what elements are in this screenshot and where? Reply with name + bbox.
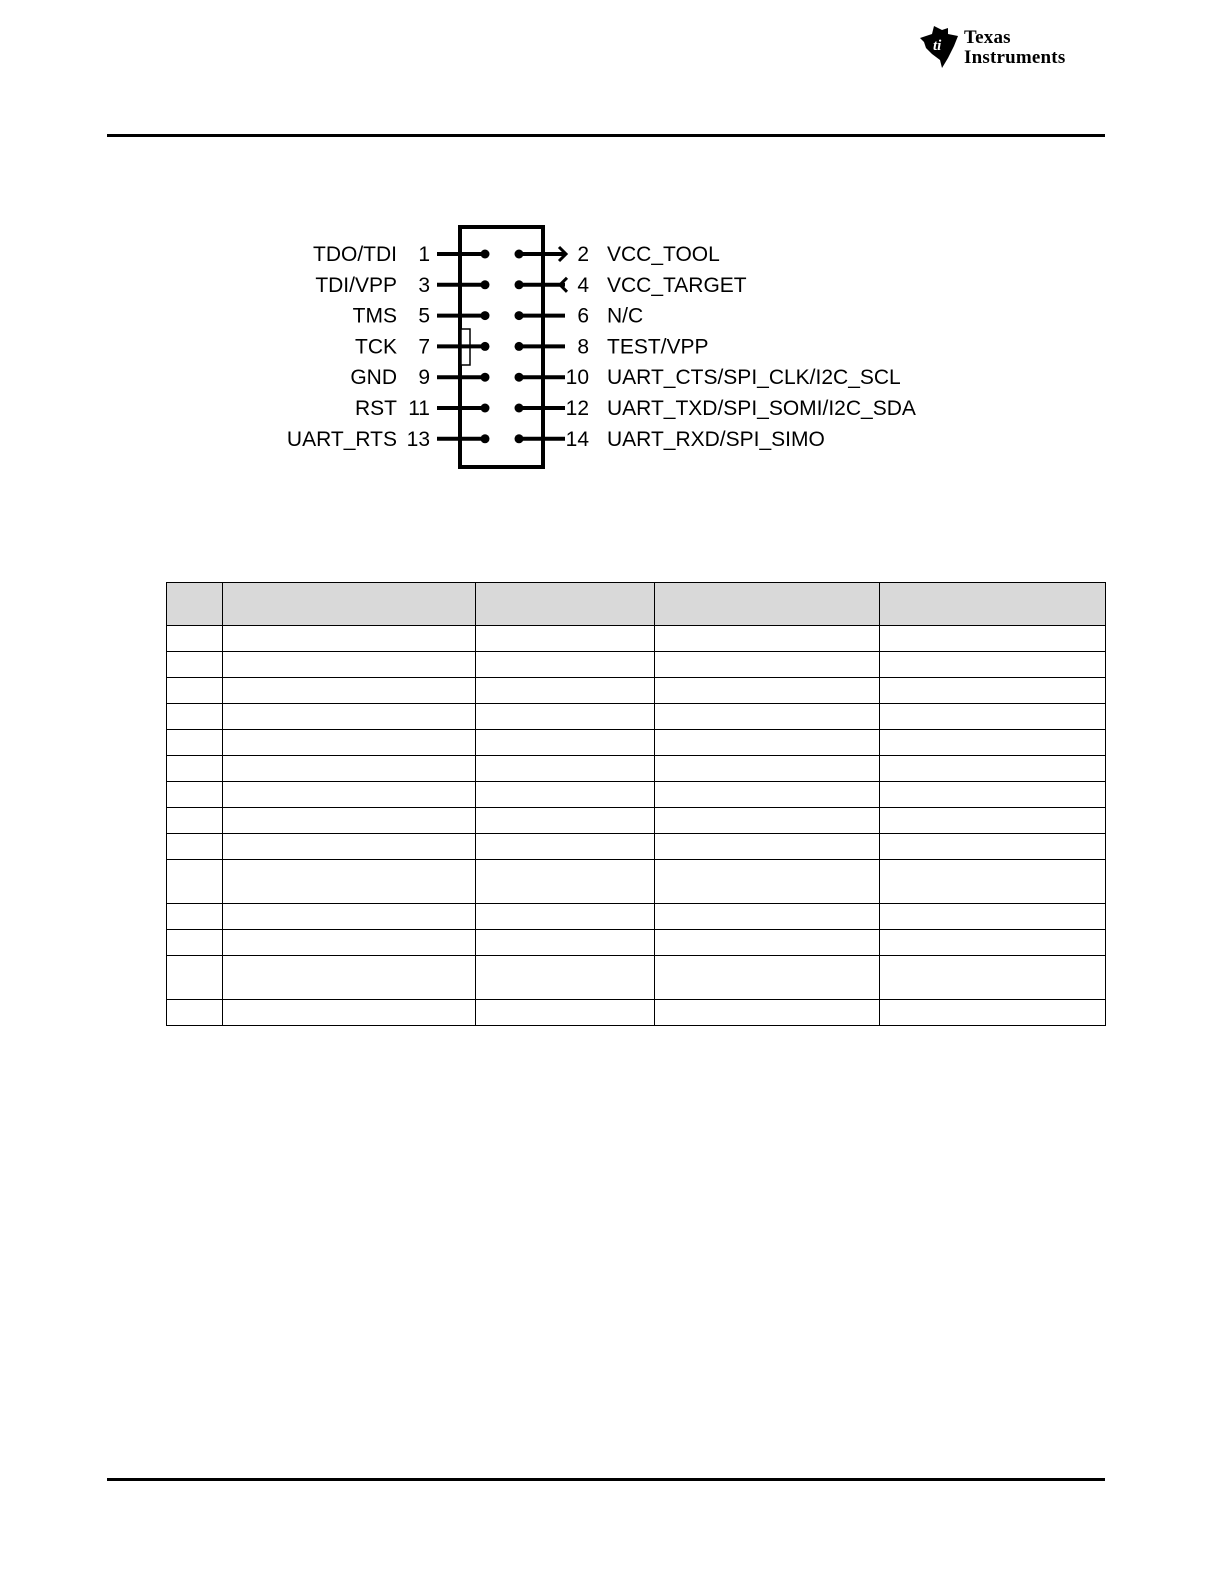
ti-wordmark [964,28,1065,68]
left-pin-dot [481,434,490,443]
left-pin-dot [481,404,490,413]
table-cell [223,930,476,956]
left-pin-dot [481,342,490,351]
left-pin-name: TCK [355,335,397,359]
table-cell [655,956,880,1000]
table-cell [223,626,476,652]
table-cell [223,782,476,808]
ti-logo-icon [918,24,962,70]
table-cell [167,808,223,834]
table-cell [880,1000,1106,1026]
table-cell [223,860,476,904]
left-pin-number: 9 [418,366,430,390]
brand-line-2: Instruments [964,47,1066,68]
table-cell [655,808,880,834]
table-cell [167,704,223,730]
left-pin-number: 7 [418,335,430,359]
table-header-cell [655,583,880,626]
table-cell [223,704,476,730]
left-pin-dot [481,373,490,382]
table-cell [476,904,655,930]
table-row [167,834,1106,860]
table-cell [223,678,476,704]
table-cell [880,904,1106,930]
table-cell [880,834,1106,860]
connector-diagram [275,218,955,480]
right-pin-number: 10 [565,366,589,390]
table-cell [655,782,880,808]
right-pin-number: 12 [565,397,589,420]
table-cell [655,626,880,652]
table-cell [223,904,476,930]
table-cell [167,756,223,782]
table-row [167,808,1106,834]
table-row [167,756,1106,782]
table-cell [223,808,476,834]
table-cell [476,626,655,652]
left-pin-name: TDI/VPP [315,273,397,297]
table-cell [655,860,880,904]
table-row [167,1000,1106,1026]
table-cell [167,956,223,1000]
left-pin-number: 3 [418,273,430,297]
table-cell [476,956,655,1000]
footer-rule [107,1478,1105,1481]
right-pin-name: UART_CTS/SPI_CLK/I2C_SCL [607,366,901,390]
table-cell [655,704,880,730]
right-pin-name: VCC_TOOL [607,243,720,266]
left-pin-dot [481,280,490,289]
table-row [167,956,1106,1000]
table-cell [880,626,1106,652]
table-row [167,652,1106,678]
left-pin-name: TMS [352,304,397,328]
left-pin-dot [481,311,490,320]
table-cell [880,808,1106,834]
table-cell [167,678,223,704]
left-pin-name: UART_RTS [286,427,397,451]
table-cell [223,652,476,678]
left-pin-number: 13 [406,427,430,451]
table-cell [880,956,1106,1000]
table-cell [880,652,1106,678]
table-header-row [167,583,1106,626]
right-pin-name: VCC_TARGET [607,273,747,297]
table-cell [655,756,880,782]
right-pin-number: 6 [577,304,589,328]
table-cell [476,834,655,860]
table-cell [880,704,1106,730]
table-cell [167,860,223,904]
right-pin-number: 14 [565,427,589,451]
svg-text:ti: ti [933,38,942,54]
table-row [167,730,1106,756]
table-row [167,782,1106,808]
right-pin-number: 8 [577,335,589,359]
table-cell [167,730,223,756]
table-cell [476,1000,655,1026]
table-header-cell [167,583,223,626]
table-cell [223,730,476,756]
header-rule [107,134,1105,137]
table-cell [655,834,880,860]
table-cell [476,678,655,704]
table-cell [880,782,1106,808]
table-cell [880,678,1106,704]
table-cell [655,730,880,756]
table-row [167,678,1106,704]
table-cell [476,756,655,782]
table-header-cell [880,583,1106,626]
table-cell [655,930,880,956]
right-pin-name: UART_TXD/SPI_SOMI/I2C_SDA [607,397,916,420]
table-cell [476,808,655,834]
right-pin-name: TEST/VPP [607,335,709,359]
left-pin-dot [481,250,490,259]
left-pin-name: GND [350,366,397,390]
left-pin-number: 5 [418,304,430,328]
table-cell [223,756,476,782]
left-pin-number: 1 [418,243,430,266]
brand-line-1: Texas [964,27,1011,48]
table-cell [880,860,1106,904]
ti-logo [918,24,1108,72]
table-cell [655,652,880,678]
pin-table [166,582,1106,1026]
table-cell [476,860,655,904]
left-pin-name: TDO/TDI [313,243,397,266]
table-cell [167,626,223,652]
table-row [167,860,1106,904]
table-cell [880,730,1106,756]
right-pin-number: 2 [577,243,589,266]
table-cell [167,834,223,860]
table-cell [476,652,655,678]
table-cell [223,1000,476,1026]
table-row [167,704,1106,730]
table-header-cell [476,583,655,626]
table-row [167,904,1106,930]
table-cell [223,834,476,860]
table-cell [167,782,223,808]
table-cell [167,1000,223,1026]
table-cell [476,930,655,956]
table-header-cell [223,583,476,626]
table-cell [167,904,223,930]
table-cell [476,782,655,808]
table-cell [476,730,655,756]
table-row [167,626,1106,652]
right-pin-name: UART_RXD/SPI_SIMO [607,427,825,451]
table-cell [655,1000,880,1026]
table-cell [223,956,476,1000]
left-pin-number: 11 [408,397,430,420]
table-cell [167,930,223,956]
connector-pinout-figure [275,218,955,480]
right-pin-number: 4 [577,273,589,297]
table-cell [655,904,880,930]
right-pin-name: N/C [607,304,644,328]
left-pin-name: RST [355,397,397,420]
table-cell [167,652,223,678]
table-cell [476,704,655,730]
table-row [167,930,1106,956]
table-cell [880,756,1106,782]
table-cell [880,930,1106,956]
table-cell [655,678,880,704]
